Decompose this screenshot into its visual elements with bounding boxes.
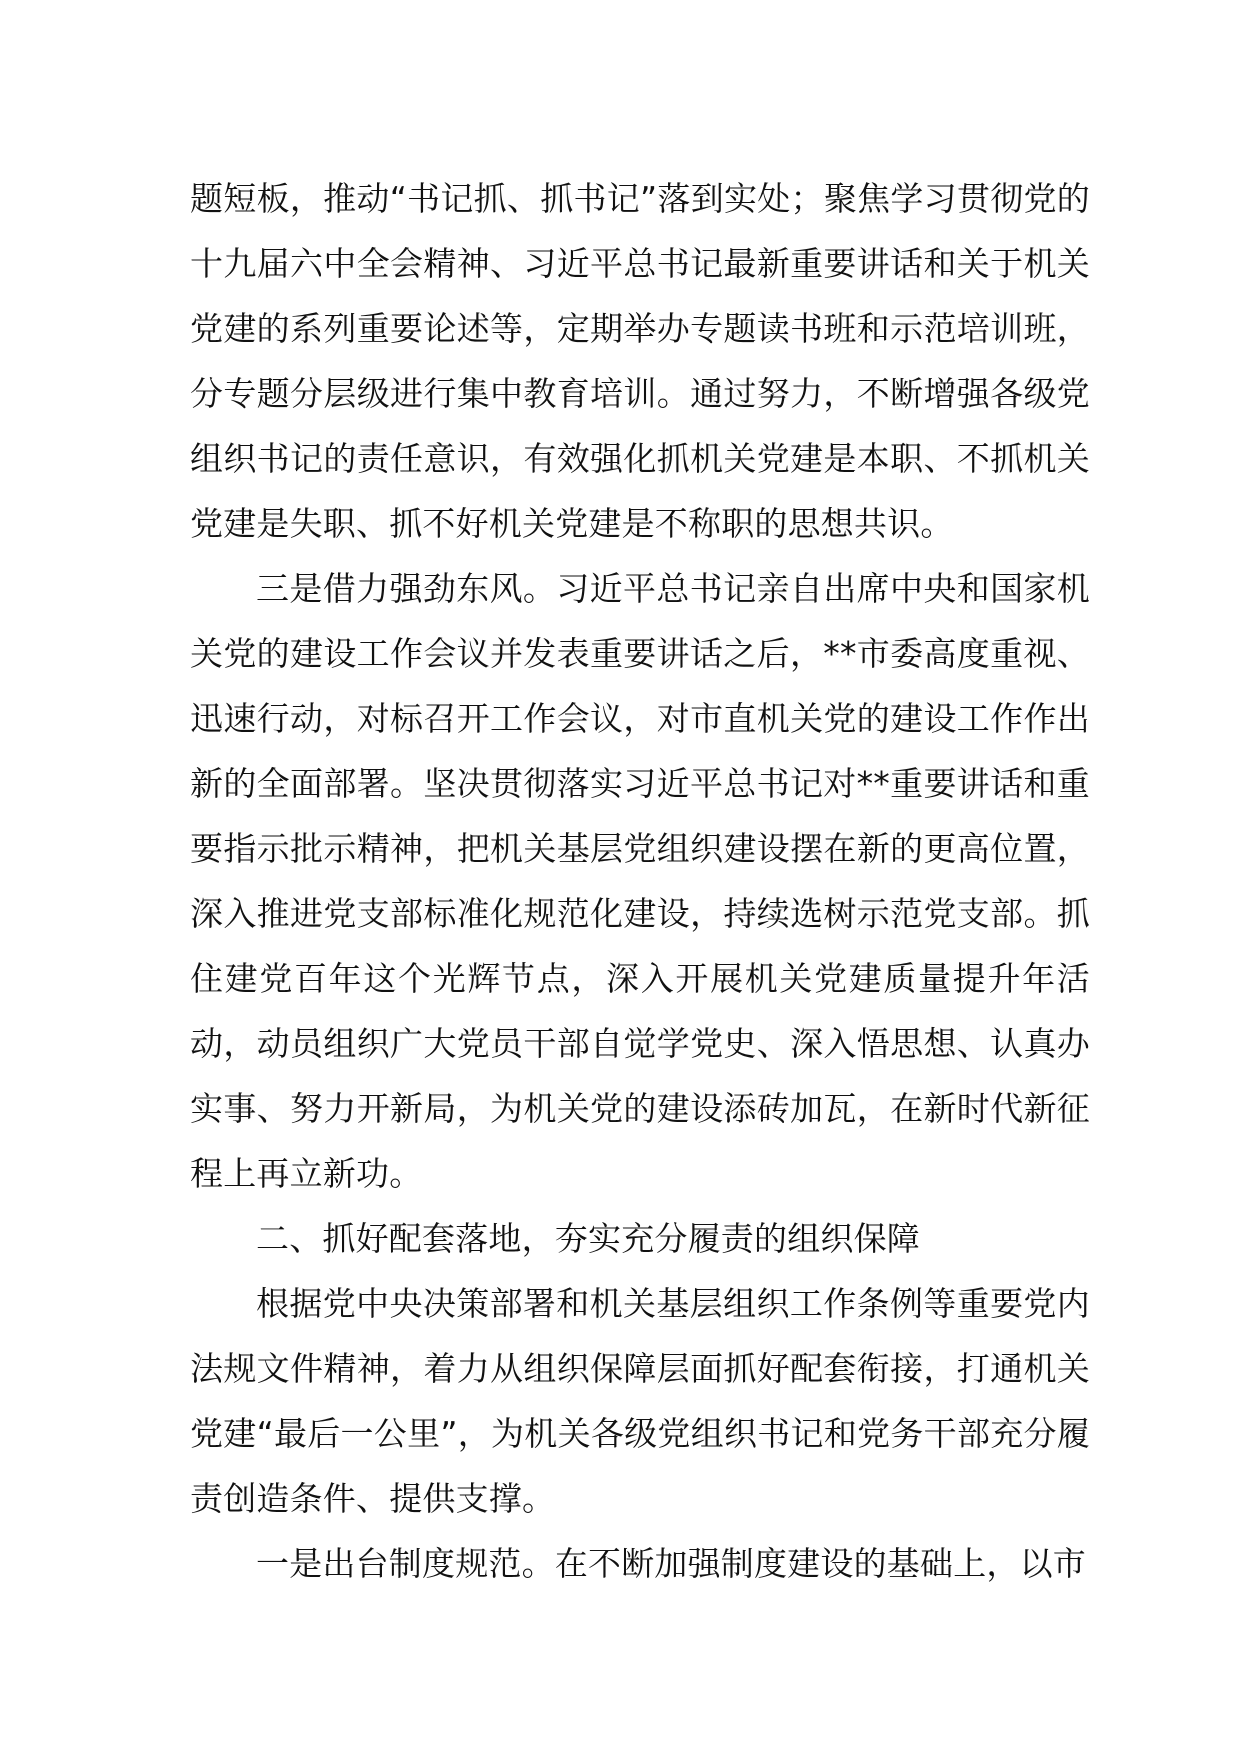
- paragraph-continuation: 题短板，推动“书记抓、抓书记”落到实处；聚焦学习贯彻党的十九届六中全会精神、习近平总书记最新重要讲话和关于机关党建的系列重要论述等，定期举办专题读书班和示范培训班，分专题分层级进行集中教育培训。通过努力，不断增强各级党组织书记的责任意识，有效强化抓机关党建是本职、不抓机关党建是失职、抓不好机关党建是不称职的思想共识。: [190, 179, 1090, 543]
- document-body: [190, 166, 1090, 1596]
- paragraph-borrow-east-wind: 三是借力强劲东风。习近平总书记亲自出席中央和国家机关党的建设工作会议并发表重要讲话之后，**市委高度重视、迅速行动，对标召开工作会议，对市直机关党的建设工作作出新的全面部署。坚决贯彻落实习近平总书记对**重要讲话和重要指示批示精神，把机关基层党组织建设摆在新的更高位置，深入推进党支部标准化规范化建设，持续选树示范党支部。抓住建党百年这个光辉节点，深入开展机关党建质量提升年活动，动员组织广大党员干部自觉学党史、深入悟思想、认真办实事、努力开新局，为机关党的建设添砖加瓦，在新时代新征程上再立新功。: [190, 569, 1090, 1193]
- paragraph-issue-regulations: 一是出台制度规范。在不断加强制度建设的基础上，以市: [256, 1544, 1086, 1583]
- section-heading: 二、抓好配套落地，夯实充分履责的组织保障: [256, 1219, 920, 1258]
- paragraph-section-intro: 根据党中央决策部署和机关基层组织工作条例等重要党内法规文件精神，着力从组织保障层面抓好配套衔接，打通机关党建“最后一公里”，为机关各级党组织书记和党务干部充分履责创造条件、提供支撑。: [190, 1284, 1090, 1518]
